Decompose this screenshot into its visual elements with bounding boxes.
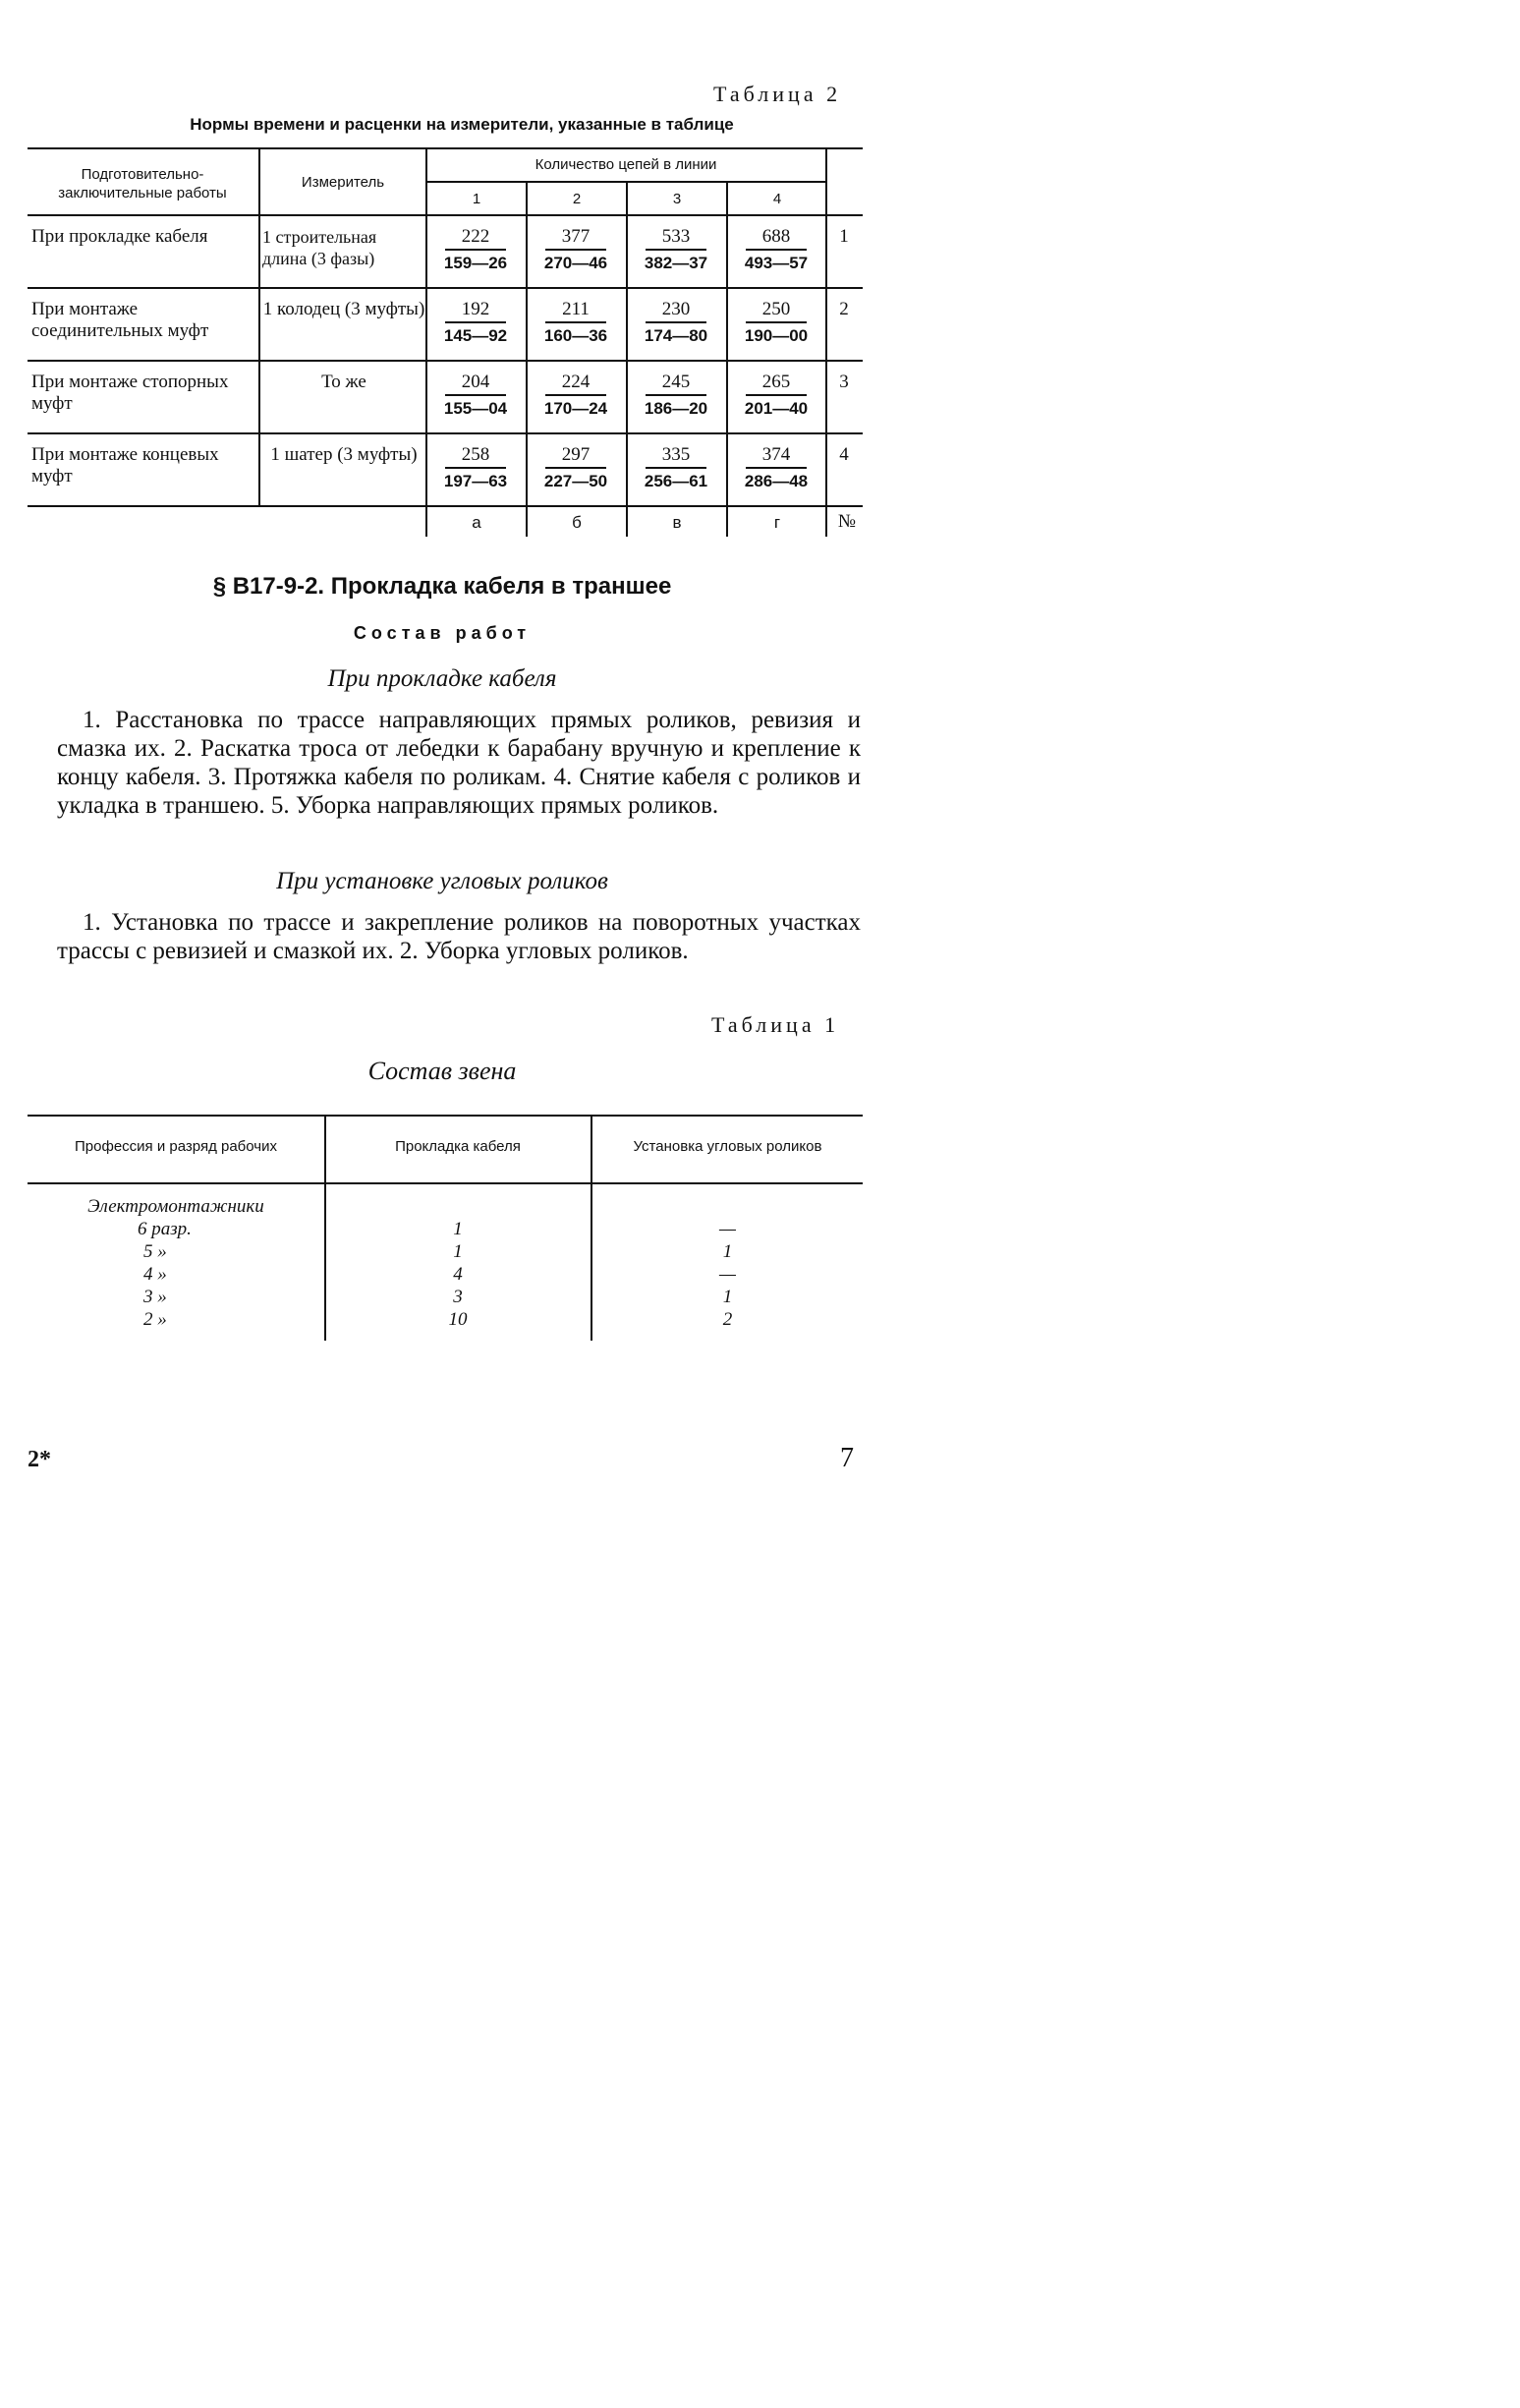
column-letter-g: г (773, 513, 781, 532)
row-2-work: При монтаже соединительных муфт (31, 299, 209, 341)
row-3-value-3: 245 186—20 (644, 372, 708, 418)
row-2-value-4: 250 190—00 (744, 299, 809, 345)
crew-header-laying: Прокладка кабеля (395, 1138, 521, 1155)
crew-table (28, 1115, 863, 1350)
crew-laying-2: 10 (448, 1309, 468, 1330)
row-3-work: При монтаже стопорных муфт (31, 372, 229, 414)
crew-laying-3: 3 (453, 1287, 463, 1307)
table-2-title: Нормы времени и расценки на измерители, указанные в таблице (190, 115, 734, 134)
row-2-unit: 1 колодец (3 муфты) (262, 299, 425, 319)
header-chain-4: 4 (772, 191, 782, 207)
row-3-value-2: 224 170—24 (543, 372, 608, 418)
row-1-value-2: 377 270—46 (543, 226, 608, 272)
crew-rollers-2: 2 (722, 1309, 733, 1330)
crew-rollers-4: — (719, 1264, 736, 1285)
table-2-label: Таблица 2 (713, 82, 842, 106)
row-4-value-4: 374 286—48 (744, 444, 809, 490)
header-chains: Количество цепей в линии (535, 156, 717, 173)
header-work: Подготовительно-заключительные работы (58, 166, 227, 201)
crew-laying-5: 1 (453, 1241, 463, 1262)
crew-header-rollers: Установка угловых роликов (633, 1138, 822, 1155)
row-4-value-2: 297 227—50 (543, 444, 608, 490)
crew-grade-6: 6 разр. (138, 1219, 192, 1239)
crew-grade-5: 5 » (143, 1241, 167, 1262)
section-heading: § В17-9-2. Прокладка кабеля в траншее (212, 573, 672, 600)
crew-grade-2: 2 » (143, 1309, 167, 1330)
row-3-value-4: 265 201—40 (744, 372, 809, 418)
number-sign: № (837, 511, 857, 532)
column-letter-v: в (672, 513, 682, 532)
table-1-title: Состав звена (367, 1057, 517, 1085)
row-1-unit: 1 строительная длина (3 фазы) (262, 227, 377, 268)
column-letter-a: а (472, 513, 481, 532)
crew-rollers-3: 1 (722, 1287, 733, 1307)
subheading-laying: При прокладке кабеля (327, 665, 557, 692)
row-4-work: При монтаже концевых муфт (31, 444, 219, 487)
composition-heading: Состав работ (353, 623, 532, 643)
row-1-value-4: 688 493—57 (744, 226, 809, 272)
row-3-unit: То же (321, 372, 366, 392)
crew-laying-6: 1 (453, 1219, 463, 1239)
crew-header-profession: Профессия и разряд рабочих (75, 1138, 277, 1155)
row-2-value-2: 211 160—36 (543, 299, 608, 345)
crew-laying-4: 4 (453, 1264, 463, 1285)
table-1-label: Таблица 1 (711, 1012, 840, 1037)
column-letter-b: б (572, 513, 582, 532)
row-2-value-1: 192 145—92 (443, 299, 508, 345)
row-1-value-1: 222 159—26 (443, 226, 508, 272)
row-4-number: 4 (839, 444, 849, 465)
row-1-value-3: 533 382—37 (644, 226, 708, 272)
row-4-value-1: 258 197—63 (443, 444, 508, 490)
subheading-rollers: При установке угловых роликов (276, 868, 608, 894)
row-2-number: 2 (839, 299, 849, 319)
row-2-value-3: 230 174—80 (644, 299, 708, 345)
paragraph-rollers: 1. Установка по трассе и закрепление роликов на поворотных участках трассы с ревизией и смазкой их. 2. Уборка угловых роликов. (57, 909, 861, 964)
row-4-unit: 1 шатер (3 муфты) (270, 444, 418, 465)
header-chain-1: 1 (472, 191, 481, 207)
paragraph-laying: 1. Расстановка по трассе направляющих прямых роликов, ревизия и смазка их. 2. Раскатка троса от лебедки к барабану вручную и крепление к концу кабеля. 3. Протяжка кабеля по роликам. 4. Снятие кабеля с роликов и укладка в траншею. 5. Уборка направляющих прямых роликов. (57, 707, 861, 819)
header-chain-3: 3 (672, 191, 682, 207)
crew-rollers-5: 1 (722, 1241, 733, 1262)
footer-signature-mark: 2* (28, 1447, 51, 1472)
crew-group-electricians: Электромонтажники (87, 1196, 264, 1217)
row-3-value-1: 204 155—04 (443, 372, 508, 418)
row-4-value-3: 335 256—61 (644, 444, 708, 490)
crew-grade-3: 3 » (143, 1287, 167, 1307)
row-1-number: 1 (839, 226, 849, 247)
row-3-number: 3 (839, 372, 849, 392)
header-unit: Измеритель (301, 174, 385, 191)
header-chain-2: 2 (572, 191, 582, 207)
crew-grade-4: 4 » (143, 1264, 167, 1285)
page-number: 7 (840, 1443, 854, 1473)
norms-table (28, 147, 863, 541)
crew-rollers-6: — (719, 1219, 736, 1239)
row-1-work: При прокладке кабеля (31, 226, 208, 247)
